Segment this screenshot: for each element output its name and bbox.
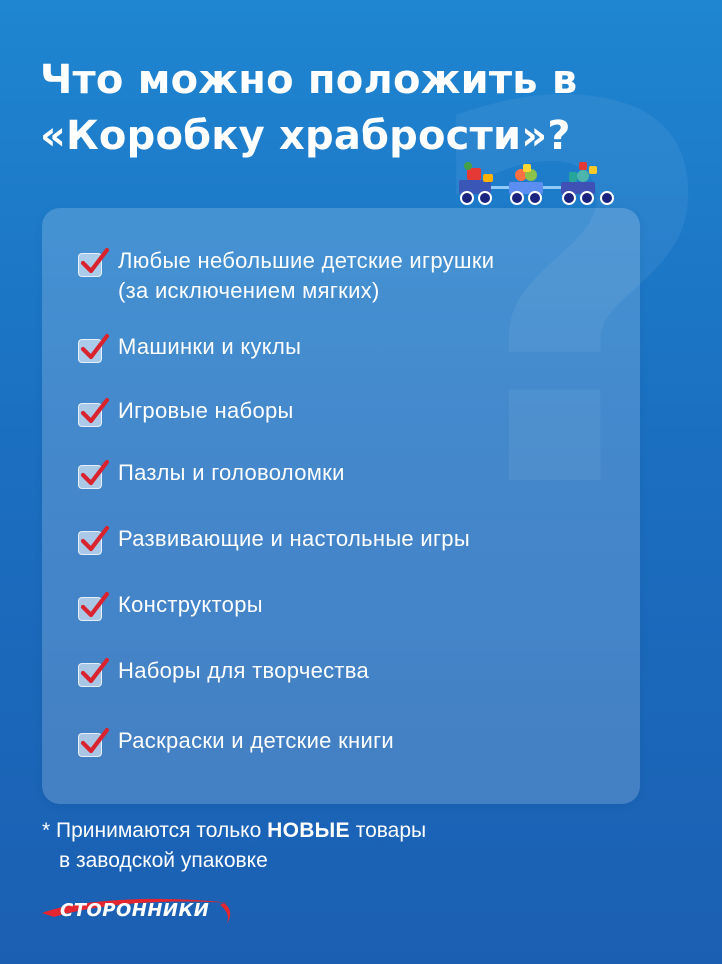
list-item [78, 396, 618, 426]
list-item-label: Игровые наборы [118, 398, 294, 423]
footnote-line-2: в заводской упаковке [59, 849, 268, 872]
red-checkmark-icon [78, 249, 104, 275]
list-item-label: Пазлы и головоломки [118, 460, 345, 485]
list-item [78, 524, 618, 554]
red-checkmark-icon [78, 335, 104, 361]
list-item-label: Наборы для творчества [118, 658, 370, 683]
red-checkmark-icon [78, 527, 104, 553]
page-title [40, 52, 650, 164]
footnote-emphasis: НОВЫЕ [267, 819, 350, 842]
background-question-mark: ? [420, 0, 722, 603]
list-item-label: Машинки и куклы [118, 334, 302, 359]
red-checkmark-icon [78, 593, 104, 619]
red-checkmark-icon [78, 659, 104, 685]
title-line-1: Что можно положить в [40, 57, 578, 103]
list-item [78, 332, 618, 362]
list-item-label: Конструкторы [118, 592, 263, 617]
title-line-2: «Коробку храбрости»? [40, 113, 571, 159]
list-item [78, 246, 618, 306]
logo-text: СТОРОННИКИ [60, 900, 210, 921]
toy-train-icon [455, 158, 620, 208]
footnote-suffix: товары [355, 819, 427, 842]
brand-logo [40, 893, 240, 929]
footnote-prefix: Принимаются только [56, 819, 262, 842]
red-checkmark-icon [78, 399, 104, 425]
list-item-label-line-2: (за исключением мягких) [118, 278, 380, 303]
list-item-label-line-1: Любые небольшие детские игрушки [118, 248, 495, 273]
list-item [78, 458, 618, 488]
list-item-label: Развивающие и настольные игры [118, 526, 470, 551]
footnote-asterisk: * [42, 819, 51, 842]
red-checkmark-icon [78, 729, 104, 755]
red-checkmark-icon [78, 461, 104, 487]
list-item [78, 656, 618, 686]
list-item-label [118, 246, 494, 306]
footnote [42, 816, 426, 876]
list-item-label: Раскраски и детские книги [118, 728, 395, 753]
list-item [78, 590, 618, 620]
list-item [78, 726, 618, 756]
items-card [42, 208, 640, 804]
